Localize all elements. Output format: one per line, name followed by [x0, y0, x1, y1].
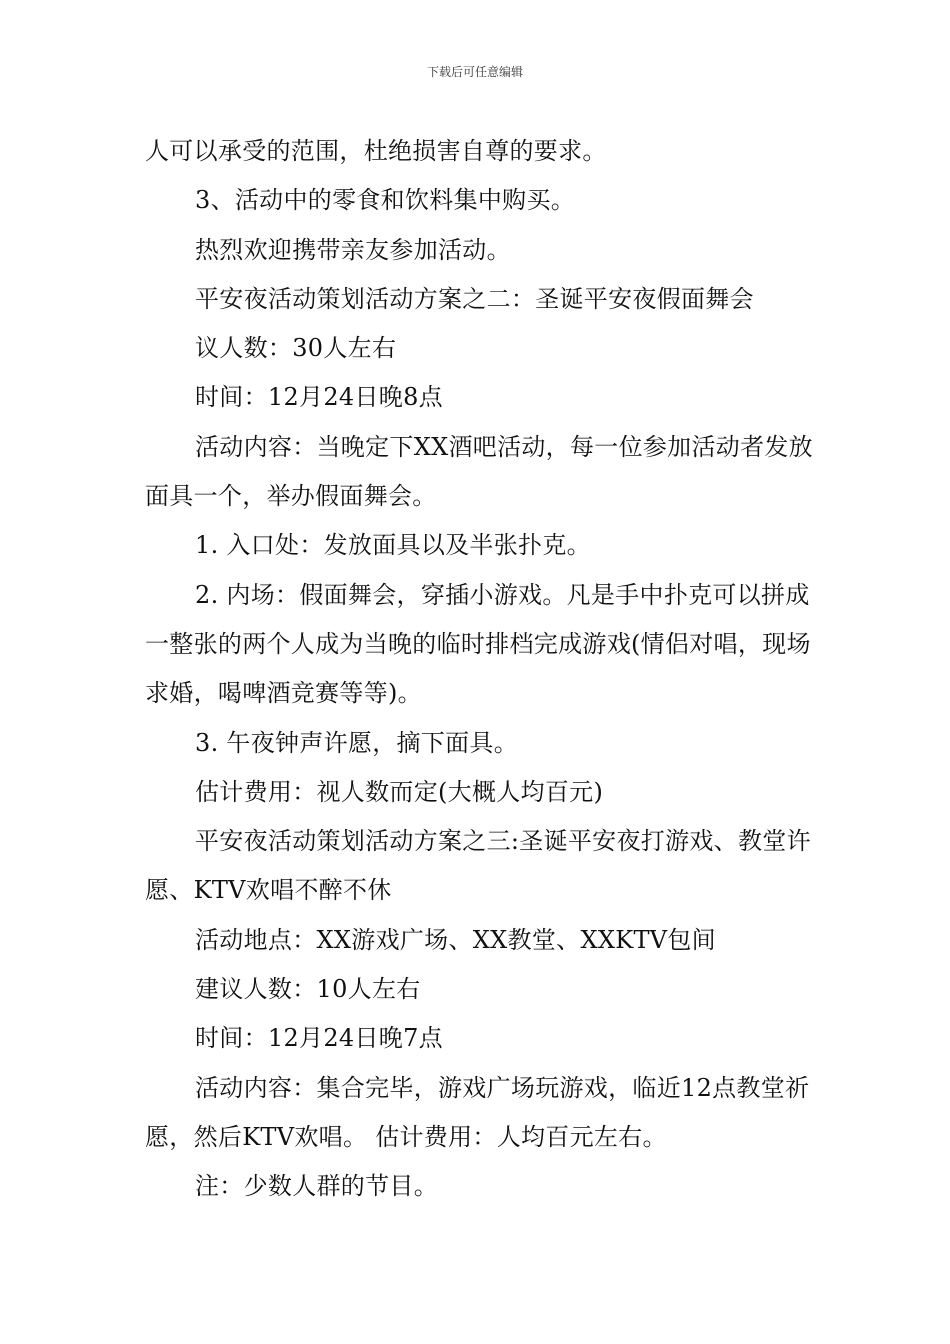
paragraph-5: 议人数：30人左右: [195, 334, 397, 363]
paragraph-4: 平安夜活动策划活动方案之二：圣诞平安夜假面舞会: [195, 284, 754, 313]
paragraph-13: 活动地点：XX游戏广场、XX教堂、XXKTV包间: [195, 925, 716, 954]
paragraph-7: 活动内容：当晚定下XX酒吧活动，每一位参加活动者发放面具一个，举办假面舞会。: [145, 432, 813, 511]
paragraph-6: 时间：12月24日晚8点: [195, 383, 443, 412]
paragraph-3: 热烈欢迎携带亲友参加活动。: [195, 235, 511, 264]
paragraph-11: 估计费用：视人数而定(大概人均百元): [195, 777, 604, 806]
paragraph-8: 1. 入口处：发放面具以及半张扑克。: [195, 531, 591, 560]
paragraph-9: 2. 内场：假面舞会，穿插小游戏。凡是手中扑克可以拼成一整张的两个人成为当晚的临时排档完成游戏(情侣对唱，现场求婚，喝啤酒竞赛等等)。: [145, 580, 811, 708]
paragraph-1: 人可以承受的范围，杜绝损害自尊的要求。: [145, 137, 607, 165]
paragraph-17: 注：少数人群的节目。: [195, 1172, 438, 1201]
paragraph-16: 活动内容：集合完毕，游戏广场玩游戏，临近12点教堂祈愿，然后KTV欢唱。 估计费用：人均百元左右。: [145, 1073, 810, 1151]
paragraph-2: 3、活动中的零食和饮料集中购买。: [195, 186, 576, 215]
paragraph-12: 平安夜活动策划活动方案之三:圣诞平安夜打游戏、教堂许愿、KTV欢唱不醉不休: [145, 827, 811, 905]
paragraph-15: 时间：12月24日晚7点: [195, 1024, 443, 1053]
page-header: 下载后可任意编辑: [426, 65, 523, 79]
paragraph-10: 3. 午夜钟声许愿，摘下面具。: [195, 728, 519, 757]
paragraph-14: 建议人数：10人左右: [195, 975, 421, 1004]
document-body: [145, 127, 813, 1212]
